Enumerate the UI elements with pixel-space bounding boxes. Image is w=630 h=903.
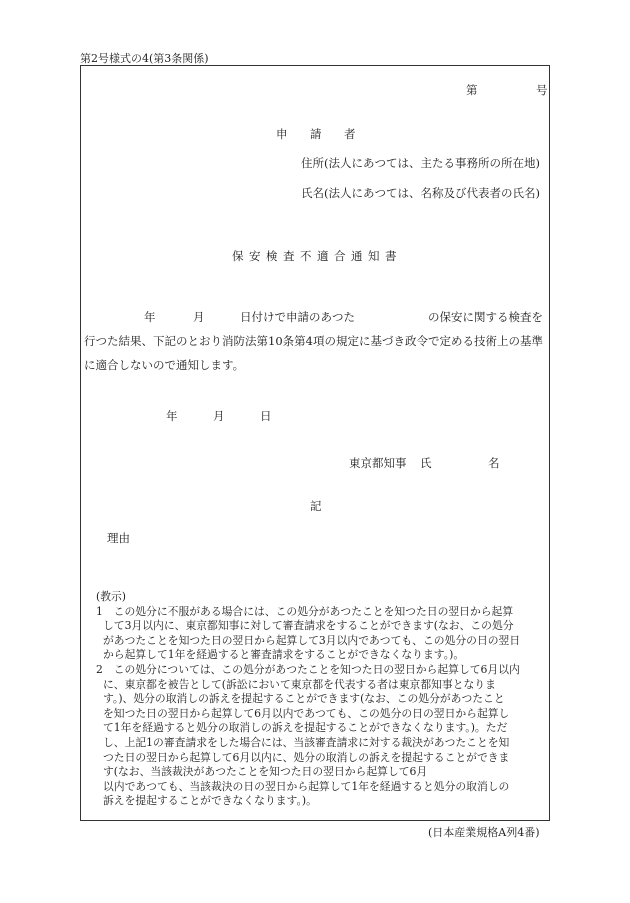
notice-line: 以内であつても、当該裁決の日の翌日から起算して1年を経過すると処分の取消しの (103, 779, 510, 793)
title-char: 通 (351, 249, 363, 263)
notice-line: 1 この処分に不服がある場合には、この処分があつたことを知つた日の翌日から起算 (96, 604, 514, 618)
reason-label: 理由 (107, 531, 130, 545)
title-char: 安 (249, 249, 261, 263)
form-number-label: 第2号様式の4(第3条関係) (80, 52, 209, 65)
notice-line: し、上記1の審査請求をした場合には、当該審査請求に対する裁決があつたことを知 (103, 735, 510, 749)
title-char: 合 (334, 249, 346, 263)
governor-title: 東京都知事 (349, 456, 407, 470)
notice-line: て1年を経過すると処分の取消しの訴えを提起することができなくなります。)。ただ (103, 721, 508, 735)
applicant-heading-char-2: 請 (310, 127, 322, 141)
notice-line: に、東京都を被告として(訴訟において東京都を代表する者は東京都知事となりま (103, 677, 496, 691)
title-char: 適 (317, 249, 329, 263)
notice-line: 2 この処分については、この処分があつたことを知つた日の翌日から起算して6月以内 (96, 662, 520, 676)
number-suffix: 号 (536, 83, 548, 97)
title-char: 不 (300, 249, 312, 263)
title-char: 査 (283, 249, 295, 263)
notice-line: を知つた日の翌日から起算して6月以内であつても、この処分の日の翌日から起算し (103, 706, 510, 720)
body-dated-text: 日付けで申請のあつた (240, 310, 355, 324)
notice-line: す。)、処分の取消しの訴えを提起することができます(なお、この処分があつたこと (103, 692, 505, 706)
notice-section (96, 590, 548, 809)
applicant-heading-char-3: 者 (344, 127, 356, 141)
notice-heading: (教示) (96, 590, 127, 603)
date-month: 月 (213, 409, 225, 423)
notice-line: して3月以内に、東京都知事に対して審査請求をすることができます(なお、この処分 (103, 619, 514, 633)
governor-shi: 氏 (420, 456, 432, 470)
body-safety-text: の保安に関する検査を (428, 310, 543, 324)
body-month: 月 (193, 310, 205, 324)
paper-size-footer: (日本産業規格A列4番) (428, 826, 540, 839)
title-char: 書 (385, 249, 397, 263)
date-year: 年 (166, 409, 178, 423)
title-char: 検 (266, 249, 278, 263)
notice-line: から起算して1年を経過すると審査請求をすることができなくなります。)。 (103, 648, 465, 662)
applicant-address-label: 住所(法人にあつては、主たる事務所の所在地) (301, 156, 540, 170)
governor-mei: 名 (488, 456, 500, 470)
body-line-3: に適合しないので通知します。 (84, 358, 245, 372)
body-line-2: 行つた結果、下記のとおり消防法第10条第4項の規定に基づき政令で定める技術上の基準 (84, 334, 543, 348)
number-prefix: 第 (466, 83, 478, 97)
title-char: 保 (232, 249, 244, 263)
notice-line: 訴えを提起することができなくなります。)。 (103, 794, 317, 808)
title-char: 知 (368, 249, 380, 263)
notice-line: つた日の翌日から起算して6月以内に、処分の取消しの訴えを提起することができま (103, 750, 510, 764)
ki-heading: 記 (310, 499, 322, 513)
document-title (232, 248, 402, 264)
body-year: 年 (144, 310, 156, 324)
notice-line: があつたことを知つた日の翌日から起算して3月以内であつても、この処分の日の翌日 (103, 633, 521, 647)
applicant-name-label: 氏名(法人にあつては、名称及び代表者の氏名) (301, 186, 540, 200)
applicant-heading-char-1: 申 (276, 127, 288, 141)
date-day: 日 (260, 409, 272, 423)
notice-line: す(なお、当該裁決があつたことを知つた日の翌日から起算して6月 (103, 765, 428, 779)
